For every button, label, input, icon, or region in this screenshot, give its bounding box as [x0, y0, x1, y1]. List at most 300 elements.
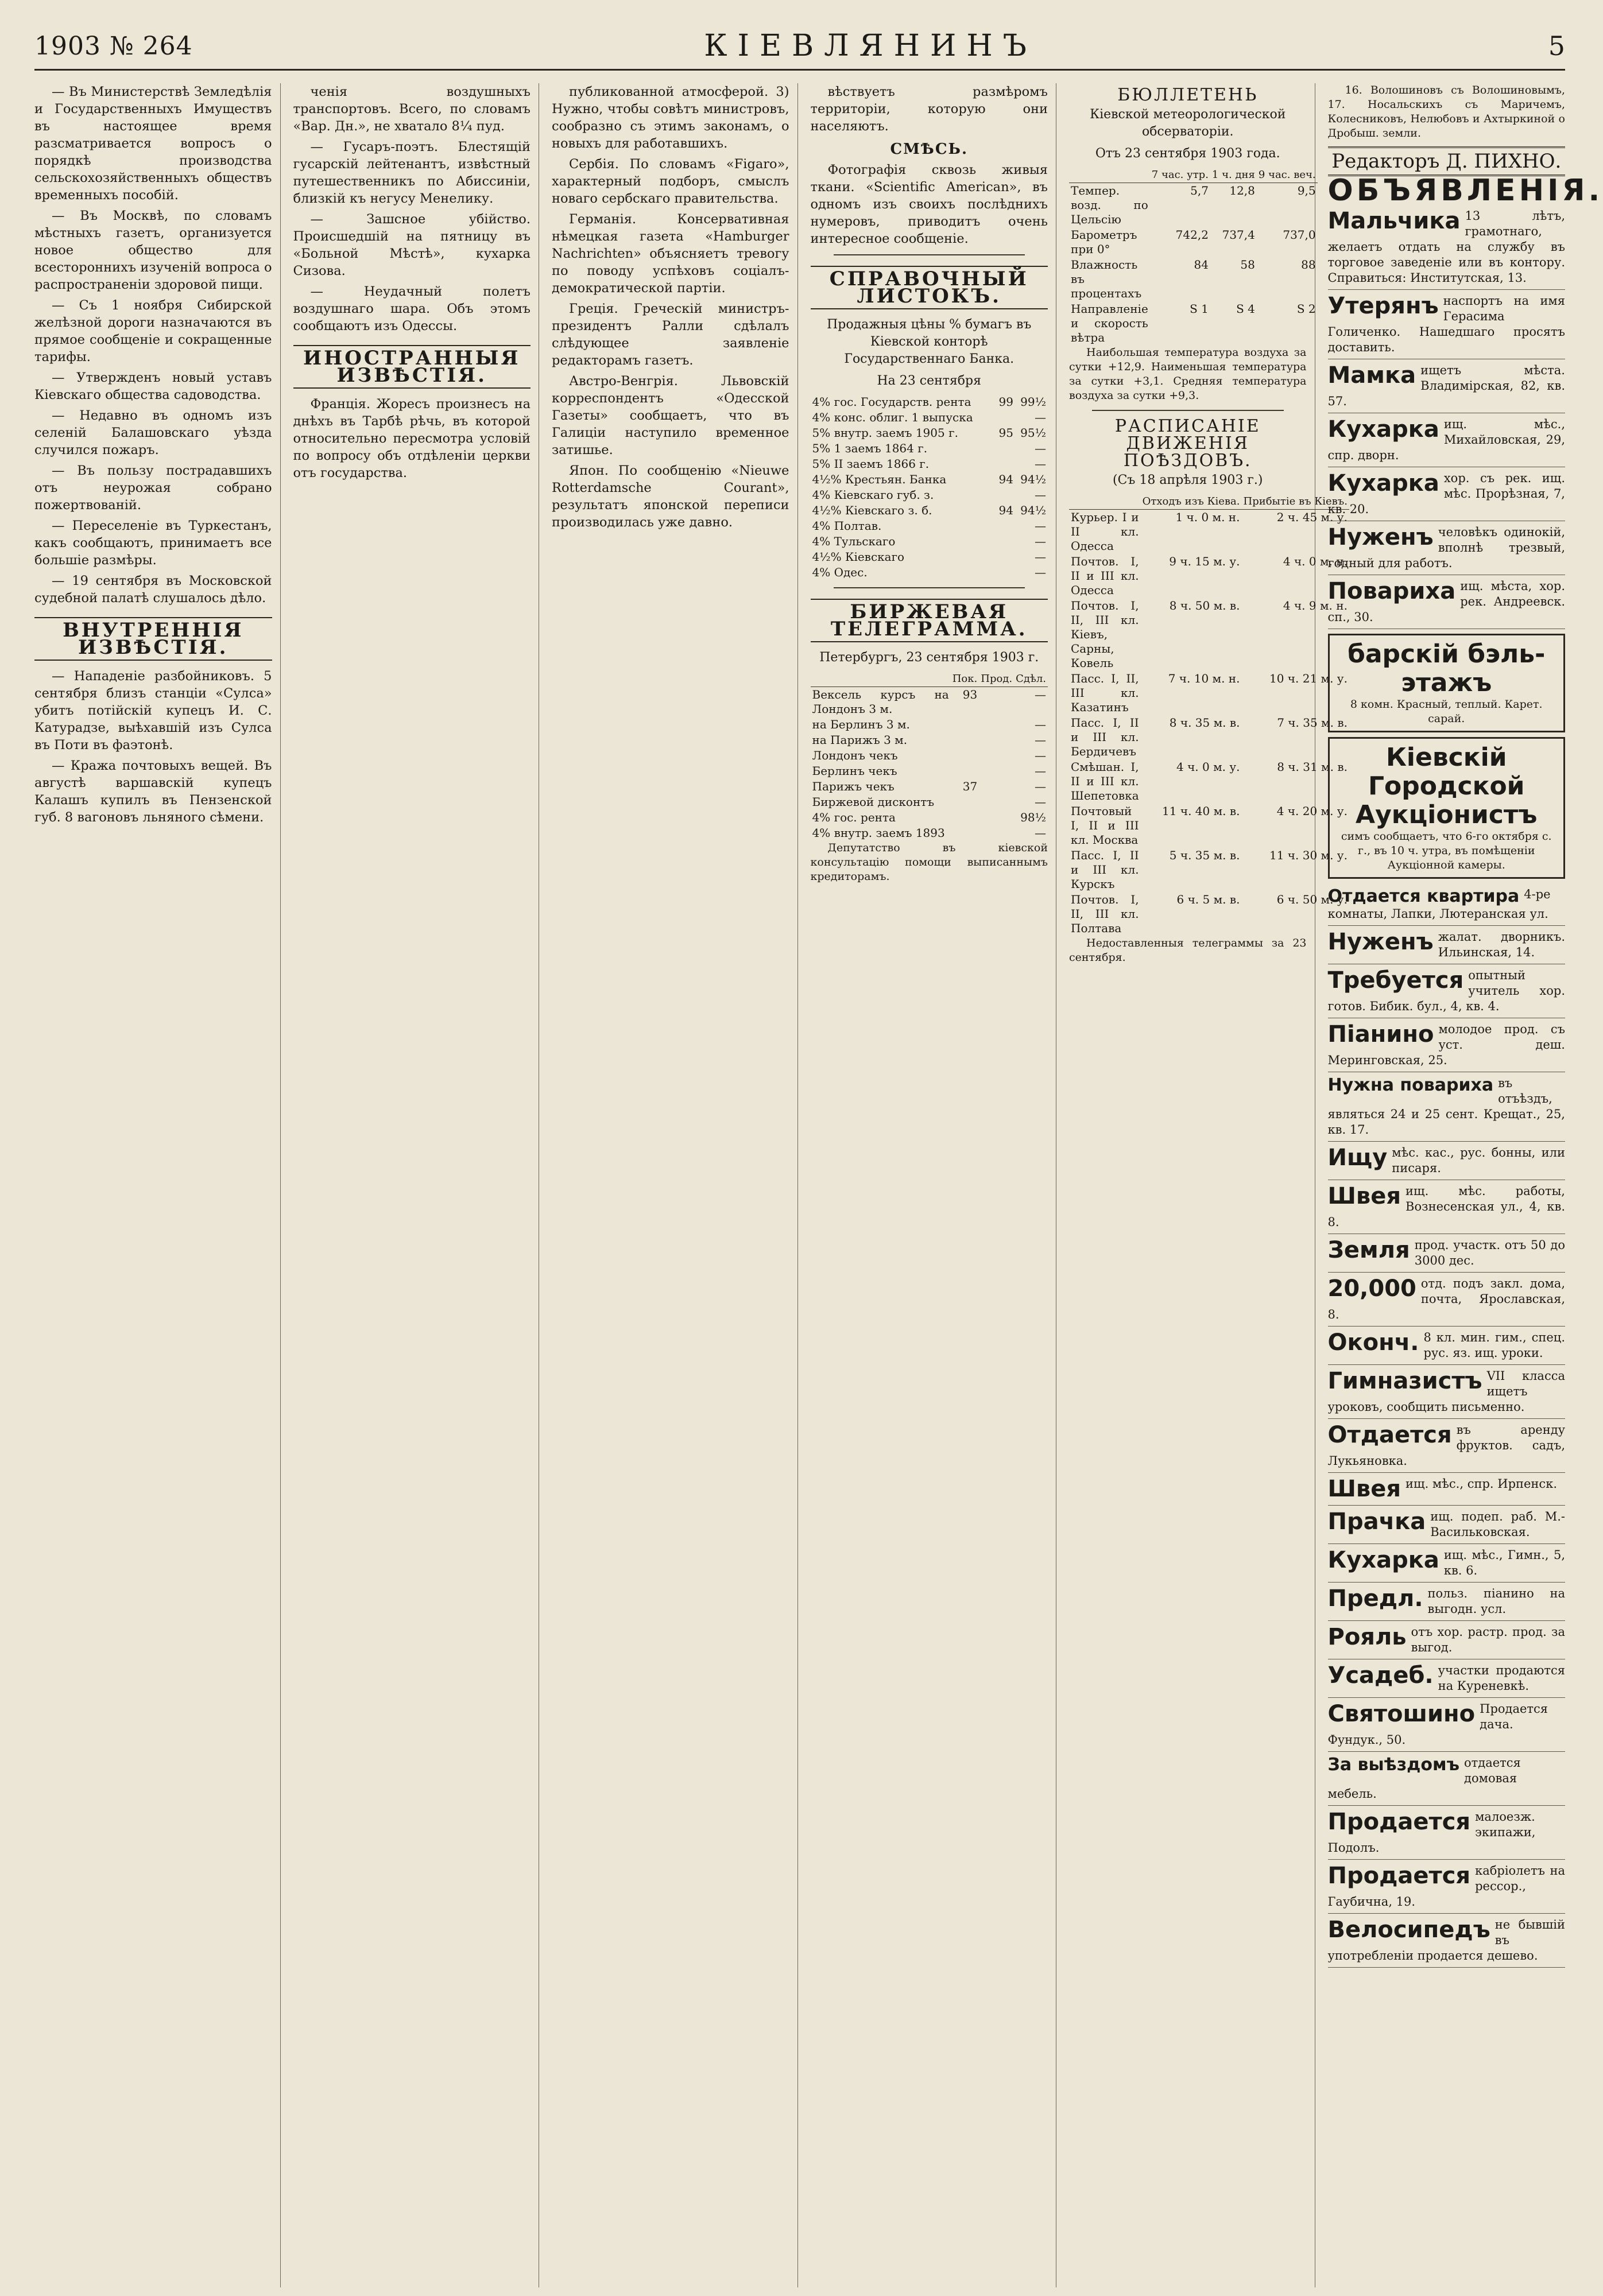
article-paragraph: Австро-Венгрія. Львовскій корреспондентъ «Одесской Газеты» сообщаетъ, что въ Галиціи наступило временное затишье.: [552, 374, 789, 457]
exchange-item: Парижъ чекъ: [812, 779, 895, 793]
ad-text: 8 кл. мин. гим., спец. рус. яз. ищ. уроки.: [1423, 1331, 1565, 1360]
classified-ad: [1328, 1583, 1566, 1621]
section-heading-misc: СМѢСЬ.: [890, 141, 969, 158]
schedule-title: РАСПИСАНІЕ ДВИЖЕНІЯ ПОѢЗДОВЪ.: [1114, 416, 1261, 471]
train-name: Пасс. I, II, III кл. Казатинъ: [1071, 672, 1139, 714]
table-row: [811, 456, 1048, 472]
weather-value: 737,0: [1283, 228, 1316, 242]
exchange-value: 37: [962, 779, 978, 793]
weather-value: 58: [1240, 258, 1255, 272]
departure-time: 7 ч. 10 м. н.: [1168, 672, 1240, 685]
ad-keyword: Ищу: [1327, 1145, 1388, 1171]
arrival-time: 6 ч. 50 м. у.: [1276, 893, 1348, 906]
exchange-item: Биржевой дисконтъ: [812, 795, 935, 809]
security-name: 4% Одес.: [812, 565, 868, 579]
table-row: [1069, 715, 1349, 759]
ad-text: польз. піанино на выгодн. усл.: [1427, 1587, 1565, 1616]
security-name: 5% 1 заемъ 1864 г.: [812, 441, 928, 455]
article-paragraph: Япон. По сообщенію «Nieuwe Rotterdamsche Courant», результатъ японской переписи производилась уже давно.: [552, 463, 789, 530]
classified-ad: [1328, 1419, 1566, 1473]
weather-value: S 4: [1236, 302, 1255, 316]
divider: [834, 587, 1025, 588]
weather-value: S 1: [1190, 302, 1209, 316]
table-header-row: [811, 671, 1048, 687]
exchange-value: [951, 825, 979, 841]
ad-text: участки продаются на Куреневкѣ.: [1438, 1663, 1565, 1693]
departure-time: 5 ч. 35 м. в.: [1169, 848, 1240, 862]
table-row: [1069, 227, 1318, 257]
arrival-time: 11 ч. 30 м. у.: [1269, 848, 1348, 862]
exchange-item: Вексель курсъ на Лондонъ 3 м.: [812, 688, 949, 716]
classified-ad: [1328, 883, 1566, 926]
table-row: [811, 518, 1048, 534]
ad-keyword: Гимназистъ: [1327, 1368, 1482, 1394]
exchange-value: 93: [962, 688, 978, 701]
table-row: [1069, 892, 1349, 936]
table-row: [1069, 554, 1349, 598]
ad-text: въ аренду фруктов. садъ, Лукьяновка.: [1327, 1423, 1565, 1468]
security-price: [995, 487, 1015, 503]
section-heading-foreign: ИНОСТРАННЫЯ ИЗВѢСТІЯ.: [293, 345, 531, 389]
train-name: Почтовый I, II и III кл. Москва: [1071, 804, 1139, 847]
arrival-time: 4 ч. 0 м. н.: [1283, 554, 1348, 568]
reference-subtitle: Продажныя цѣны % бумагъ въ Кіевской конторѣ Государственнаго Банка.: [827, 317, 1032, 366]
column-5: [1069, 83, 1348, 2287]
divider: [834, 254, 1025, 255]
article-paragraph: — Зашсное убійство. Происшедшій на пятницу въ «Больной Мѣстѣ», кухарка Сизова.: [293, 212, 531, 278]
ad-keyword: За выѣздомъ: [1327, 1755, 1460, 1775]
exchange-subtitle: Петербургъ, 23 сентября 1903 г.: [819, 650, 1039, 665]
bulletin-title: БЮЛЛЕТЕНЬ: [1117, 85, 1259, 105]
ad-text: въ отъѣздъ, являться 24 и 25 сент. Крещат., 25, кв. 17.: [1327, 1076, 1565, 1137]
exchange-value: —: [1035, 733, 1046, 747]
classified-ad: [1328, 926, 1566, 964]
article-paragraph: — Нападеніе разбойниковъ. 5 сентября близъ станціи «Сулса» убитъ потійскій купецъ И. С. Катурадзе, выѣхавшій изъ Сулса въ Поти въ фаэтонѣ.: [34, 669, 272, 753]
ad-keyword: Швея: [1327, 1476, 1401, 1502]
ad-text: ищ. мѣс. работы, Вознесенская ул., 4, кв. 8.: [1327, 1184, 1565, 1229]
security-name: 4% гос. Государств. рента: [812, 395, 971, 409]
security-price: [995, 518, 1015, 534]
arrival-time: 7 ч. 35 м. в.: [1277, 716, 1348, 730]
table-row: [811, 810, 1048, 825]
departure-time: 8 ч. 35 м. в.: [1169, 716, 1240, 730]
ad-keyword: Усадеб.: [1327, 1662, 1434, 1689]
exchange-value: [951, 763, 979, 779]
table-row: [1069, 301, 1318, 346]
security-name: 4½% Крестьян. Банка: [812, 472, 947, 486]
column-6: [1327, 83, 1603, 2287]
ad-keyword: Земля: [1327, 1237, 1410, 1263]
ad-box-auction: [1328, 737, 1566, 879]
ad-keyword: Святошино: [1327, 1701, 1476, 1727]
table-row: [811, 779, 1048, 794]
classified-ad: [1328, 1698, 1566, 1752]
exchange-value: [951, 794, 979, 810]
exchange-value: [979, 717, 1014, 732]
exchange-value: [979, 825, 1014, 841]
ads-title: ОБЪЯВЛЕНІЯ.: [1327, 173, 1603, 208]
exchange-item: на Парижъ 3 м.: [812, 733, 908, 747]
security-price: [995, 456, 1015, 472]
auction-text: симъ сообщаетъ, что 6-го октября с. г., въ 10 ч. утра, въ помѣщеніи Аукціонной камеры.: [1341, 830, 1552, 871]
ad-text: 13 лѣтъ, грамотнаго, желаетъ отдать на службу въ торговое заведеніе или въ контору. Справиться: Институтская, 13.: [1327, 209, 1565, 285]
exchange-item: Лондонъ чекъ: [812, 748, 898, 762]
section-heading-exchange: БИРЖЕВАЯ ТЕЛЕГРАММА.: [811, 599, 1048, 642]
column-2: [293, 83, 540, 2287]
exchange-value: —: [1035, 688, 1046, 701]
securities-table: [811, 394, 1048, 580]
article-paragraph: публикованной атмосферой. 3) Нужно, чтобы совѣтъ министровъ, сообразно съ этимъ законамъ, о новыхъ для работавшихъ.: [552, 84, 789, 151]
exchange-value: —: [1035, 718, 1046, 731]
header-cell: Отходъ изъ Кіева.: [1141, 494, 1242, 510]
security-price: [995, 410, 1015, 425]
security-price: 94½: [1020, 503, 1046, 517]
table-header-row: [1069, 494, 1349, 510]
security-price: 99½: [1020, 395, 1046, 409]
exchange-value: —: [1035, 795, 1046, 809]
auction-title: Кіевскій Городской Аукціонистъ: [1356, 743, 1538, 829]
train-name: Почтов. I, II и III кл. Одесса: [1071, 554, 1139, 597]
ad-keyword: Рояль: [1327, 1624, 1407, 1650]
departure-time: 9 ч. 15 м. у.: [1169, 554, 1240, 568]
editor-line: Редакторъ Д. ПИХНО.: [1328, 146, 1566, 176]
table-row: [811, 487, 1048, 503]
header-cell: 9 час. веч.: [1257, 167, 1318, 183]
ad-text: отъ хор. растр. прод. за выгод.: [1411, 1625, 1565, 1654]
security-price: [995, 441, 1015, 456]
ad-text: отдается домовая мебель.: [1327, 1756, 1521, 1801]
ad-keyword: Требуется: [1327, 967, 1464, 994]
weather-item: Темпер. возд. по Цельсію: [1071, 184, 1148, 226]
ad-keyword: Нужна повариха: [1327, 1075, 1494, 1095]
exchange-value: [951, 732, 979, 748]
ad-keyword: Кухарка: [1327, 416, 1439, 443]
ad-keyword: Оконч.: [1327, 1329, 1419, 1356]
ads-list: [1328, 205, 1566, 629]
classified-ad: [1328, 1365, 1566, 1419]
table-row: [811, 717, 1048, 732]
exchange-table: [811, 671, 1048, 841]
exchange-item: на Берлинъ 3 м.: [812, 718, 910, 731]
security-price: 94: [998, 472, 1013, 486]
article-paragraph: — Гусаръ-поэтъ. Блестящій гусарскій лейтенантъ, извѣстный путешественникъ по Абиссиніи, близкій къ негусу Менелику.: [293, 139, 531, 206]
page-number: 5: [1548, 30, 1565, 61]
ad-text: ищ. подеп. раб. М.-Васильковская.: [1430, 1510, 1565, 1539]
exchange-item: Берлинъ чекъ: [812, 764, 897, 778]
ad-text: человѣкъ одинокій, вполнѣ трезвый, годный для работъ.: [1327, 525, 1565, 570]
exchange-value: —: [1035, 826, 1046, 840]
article-paragraph: — Недавно въ одномъ изъ селеній Балашовскаго уѣзда случился пожаръ.: [34, 408, 272, 457]
weather-value: S 2: [1296, 302, 1316, 316]
exchange-value: [951, 748, 979, 763]
security-price: —: [1035, 441, 1046, 455]
ad-keyword: Предл.: [1327, 1585, 1423, 1612]
classified-ad: [1328, 521, 1566, 575]
table-row: [1069, 257, 1318, 301]
exchange-value: [979, 732, 1014, 748]
ad-keyword: Мамка: [1327, 362, 1416, 389]
ad-keyword: Кухарка: [1327, 1547, 1439, 1573]
classified-ad: [1328, 1860, 1566, 1914]
ad-text: VII класса ищетъ уроковъ, сообщить письменно.: [1327, 1369, 1565, 1414]
ad-text: жалат. дворникъ. Ильинская, 14.: [1438, 930, 1565, 959]
security-name: 4½% Кіевскаго: [812, 550, 905, 564]
ad-keyword: Прачка: [1327, 1508, 1426, 1535]
article-paragraph: — Съ 1 ноября Сибирской желѣзной дороги назначаются въ прямое сообщеніе и сокращенные тарифы.: [34, 298, 272, 364]
security-name: 5% II заемъ 1866 г.: [812, 457, 930, 471]
article-paragraph: Франція. Жоресъ произнесъ на днѣхъ въ Тарбѣ рѣчь, въ которой относительно пересмотра условій по вопросу объ отдѣленіи церкви отъ государства.: [293, 397, 531, 480]
classified-ad: [1328, 575, 1566, 629]
article-paragraph: — Неудачный полетъ воздушнаго шара. Объ этомъ сообщаютъ изъ Одессы.: [293, 284, 531, 333]
classified-ad: [1328, 1273, 1566, 1327]
table-row: [811, 794, 1048, 810]
security-price: —: [1035, 550, 1046, 564]
table-row: [811, 763, 1048, 779]
divider: [1092, 410, 1284, 411]
security-price: [995, 534, 1015, 549]
ad-keyword: Продается: [1327, 1809, 1471, 1835]
ad-text: ищ. мѣста, хор. рек. Андреевск. сп., 30.: [1327, 579, 1565, 624]
ad-text: опытный учитель хор. готов. Бибик. бул., 4, кв. 4.: [1327, 968, 1565, 1013]
security-price: 95½: [1020, 426, 1046, 440]
table-row: [811, 441, 1048, 456]
ad-text: наспортъ на имя Герасима Голиченко. Нашедшаго просятъ доставить.: [1327, 294, 1565, 354]
ad-text: ищетъ мѣста. Владимірская, 82, кв. 57.: [1327, 363, 1565, 408]
train-name: Смѣшан. I, II и III кл. Шепетовка: [1071, 760, 1139, 802]
table-row: [811, 394, 1048, 410]
departure-time: 6 ч. 5 м. в.: [1176, 893, 1240, 906]
table-row: [1069, 510, 1349, 554]
article-paragraph: Греція. Греческій министръ-президентъ Ралли сдѣлалъ слѣдующее заявленіе редакторамъ газетъ.: [552, 301, 789, 368]
security-name: 4% конс. облиг. 1 выпуска: [812, 410, 973, 424]
header-cell: Сдѣл.: [1014, 671, 1048, 687]
ad-text: малоезж. экипажи, Подолъ.: [1327, 1810, 1536, 1855]
columns: [34, 83, 1603, 2287]
departure-time: 1 ч. 0 м. н.: [1175, 510, 1240, 524]
column-1: [34, 83, 281, 2287]
ad-text: ищ. мѣс., спр. Ирпенск.: [1405, 1477, 1557, 1491]
classified-ad: [1328, 290, 1566, 359]
exchange-value: [979, 779, 1014, 794]
section-heading-reference: СПРАВОЧНЫЙ ЛИСТОКЪ.: [811, 266, 1048, 309]
classified-ad: [1328, 1752, 1566, 1806]
ad-keyword: Велосипедъ: [1327, 1917, 1490, 1943]
article-paragraph: вѣствуетъ размѣромъ территоріи, которую они населяютъ.: [810, 84, 1048, 134]
table-row: [811, 472, 1048, 487]
exchange-value: [951, 810, 979, 825]
ad-text: кабріолетъ на рессор., Гаубична, 19.: [1327, 1864, 1565, 1909]
exchange-value: [979, 748, 1014, 763]
security-price: —: [1035, 488, 1046, 502]
security-price: —: [1035, 457, 1046, 471]
table-row: [1069, 759, 1349, 804]
classified-ad: [1328, 1018, 1566, 1072]
ad-keyword: 20,000: [1327, 1275, 1416, 1302]
weather-item: Влажность въ процентахъ: [1071, 258, 1142, 300]
ad-text: не бывшій въ употребленіи продается дешево.: [1327, 1918, 1565, 1963]
table-row: [811, 825, 1048, 841]
weather-value: 9,5: [1297, 184, 1316, 197]
security-name: 4% Кіевскаго губ. з.: [812, 488, 934, 502]
classified-ad: [1328, 1914, 1566, 1968]
classified-ad: [1328, 467, 1566, 521]
table-row: [811, 534, 1048, 549]
weather-value: 737,4: [1222, 228, 1255, 242]
table-row: [1069, 804, 1349, 848]
ad-keyword: Отдается: [1327, 1422, 1452, 1448]
table-row: [811, 549, 1048, 565]
classified-ad: [1328, 413, 1566, 467]
ad-text: ищ. мѣс., Гимн., 5, кв. 6.: [1443, 1548, 1565, 1577]
ad-keyword: Утерянъ: [1327, 293, 1439, 319]
table-row: [811, 503, 1048, 518]
ad-text: ищ. мѣс., Михайловская, 29, спр. дворн.: [1327, 417, 1565, 462]
header-cell: Прод.: [979, 671, 1014, 687]
security-price: 99: [998, 395, 1013, 409]
train-name: Почтов. I, II, III кл. Полтава: [1071, 893, 1139, 935]
header-cell: Прибытіе въ Кіевъ.: [1242, 494, 1349, 510]
column-3: [552, 83, 798, 2287]
bulletin-date: Отъ 23 сентября 1903 года.: [1095, 146, 1280, 161]
table-row: [1069, 183, 1318, 228]
issue-number: 1903 № 264: [34, 31, 193, 61]
security-price: 94: [998, 503, 1013, 517]
ad-box-title: барскій бэль-этажъ: [1348, 639, 1546, 697]
exchange-value: —: [1035, 779, 1046, 793]
table-row: [811, 748, 1048, 763]
train-schedule-table: [1069, 494, 1349, 936]
classified-ad: [1328, 1544, 1566, 1583]
schedule-subtitle: (Съ 18 апрѣля 1903 г.): [1113, 473, 1263, 487]
classified-ad: [1328, 205, 1566, 290]
train-name: Пасс. I, II и III кл. Курскъ: [1071, 848, 1139, 891]
ad-text: отд. подъ закл. дома, почта, Ярославская, 8.: [1327, 1277, 1565, 1321]
table-header-row: [1069, 167, 1318, 183]
article-paragraph: Фотографія сквозь живыя ткани. «Scientific American», въ одномъ изъ своихъ послѣднихъ нумеровъ, приводитъ очень интересное сообщеніе.: [810, 162, 1048, 246]
classified-ad: [1328, 1806, 1566, 1860]
arrival-time: 4 ч. 9 м. н.: [1283, 599, 1348, 612]
ad-keyword: Піанино: [1327, 1021, 1434, 1048]
security-price: 94½: [1020, 472, 1046, 486]
security-name: 4½% Кіевскаго з. б.: [812, 503, 932, 517]
classified-ad: [1328, 1142, 1566, 1180]
security-name: 4% Полтав.: [812, 519, 882, 533]
weather-value: 12,8: [1229, 184, 1255, 197]
security-price: 95: [998, 426, 1013, 440]
weather-value: 742,2: [1175, 228, 1209, 242]
exchange-value: —: [1035, 748, 1046, 762]
exchange-value: [979, 763, 1014, 779]
header-cell: [811, 671, 951, 687]
ad-text: Продается дача. Фундук., 50.: [1327, 1702, 1548, 1747]
table-row: [811, 565, 1048, 580]
security-name: 4% Тульскаго: [812, 534, 896, 548]
classified-ad: [1328, 1072, 1566, 1142]
security-price: —: [1035, 410, 1046, 424]
article-paragraph: ченія воздушныхъ транспортовъ. Всего, по словамъ «Вар. Дн.», не хватало 8¼ пуд.: [293, 84, 531, 134]
ad-box-apartment: [1328, 634, 1566, 732]
header-cell: [1069, 167, 1150, 183]
arrival-time: 2 ч. 45 м. у.: [1276, 510, 1348, 524]
security-price: [995, 565, 1015, 580]
departure-time: 11 ч. 40 м. в.: [1162, 804, 1240, 818]
table-row: [811, 687, 1048, 718]
masthead: [34, 23, 1565, 71]
ad-keyword: Швея: [1327, 1183, 1401, 1209]
court-list: 16. Волошиновъ съ Волошиновымъ, 17. Носальскихъ съ Маричемъ, Колесниковъ, Нелюбовъ и Ахтыркиной о Дробыш. земли.: [1327, 84, 1565, 139]
weather-value: 84: [1194, 258, 1209, 272]
article-paragraph: — Въ пользу пострадавшихъ отъ неурожая собрано пожертвованій.: [34, 463, 272, 513]
classified-ad: [1328, 1327, 1566, 1365]
newspaper-title: КІЕВЛЯНИНЪ: [704, 29, 1037, 63]
article-paragraph: — 19 сентября въ Московской судебной палатѣ слушалось дѣло.: [34, 573, 272, 606]
ad-text: 4-ре комнаты, Лапки, Лютеранская ул.: [1327, 887, 1551, 921]
article-paragraph: — Кража почтовыхъ вещей. Въ августѣ варшавскій купецъ Калашъ купилъ въ Пензенской губ. 8 вагоновъ льняного сѣмени.: [34, 758, 272, 825]
bulletin-text: Наибольшая температура воздуха за сутки +12,9. Наименьшая температура за сутки +3,1. Средняя температура воздуха за сутки +9,3.: [1069, 346, 1307, 402]
security-name: 5% внутр. заемъ 1905 г.: [812, 426, 958, 440]
bulletin-subtitle: Кіевской метеорологической обсерваторіи.: [1090, 107, 1286, 139]
table-row: [811, 732, 1048, 748]
ad-box-text: 8 комн. Красный, теплый. Карет. сарай.: [1350, 698, 1543, 725]
table-row: [1069, 598, 1349, 671]
security-price: —: [1035, 519, 1046, 533]
departure-time: 8 ч. 50 м. в.: [1169, 599, 1240, 612]
article-paragraph: Сербія. По словамъ «Figaro», характерный подборъ, смыслъ новаго сербскаго правительства.: [552, 157, 789, 206]
section-heading-domestic: ВНУТРЕННІЯ ИЗВѢСТІЯ.: [34, 617, 272, 661]
ad-text: хор. съ рек. ищ. мѣс. Прорѣзная, 7, кв. 20.: [1327, 471, 1565, 516]
ad-keyword: Отдается квартира: [1327, 886, 1520, 906]
exchange-value: [951, 717, 979, 732]
ad-text: мѣс. кас., рус. бонны, или писаря.: [1392, 1146, 1565, 1175]
article-paragraph: — Переселеніе въ Туркестанъ, какъ сообщаютъ, принимаетъ все большіе размѣры.: [34, 518, 272, 568]
exchange-item: 4% гос. рента: [812, 810, 896, 824]
classified-ad: [1328, 1473, 1566, 1506]
ads-list: [1328, 883, 1566, 1968]
ad-text: прод. участк. отъ 50 до 3000 дес.: [1414, 1238, 1565, 1267]
ad-keyword: Нуженъ: [1327, 929, 1434, 955]
ad-keyword: Кухарка: [1327, 470, 1439, 497]
table-row: [1069, 671, 1349, 715]
exchange-value: 98½: [1020, 810, 1046, 824]
header-cell: Пок.: [951, 671, 979, 687]
header-cell: [1069, 494, 1141, 510]
classified-ad: [1328, 1621, 1566, 1659]
train-name: Курьер. I и II кл. Одесса: [1071, 510, 1139, 553]
article-paragraph: — Въ Москвѣ, по словамъ мѣстныхъ газетъ, организуется новое общество для всестороннихъ изученій вопроса о распространеніи здоровой пищи.: [34, 208, 272, 292]
footer-note: Депутатство въ кіевской консультацію помощи выписаннымъ кредиторамъ.: [810, 841, 1048, 883]
classified-ad: [1328, 1659, 1566, 1698]
header-cell: 7 час. утр.: [1150, 167, 1210, 183]
classified-ad: [1328, 964, 1566, 1018]
ad-keyword: Повариха: [1327, 578, 1456, 604]
security-price: —: [1035, 534, 1046, 548]
article-paragraph: — Въ Министерствѣ Земледѣлія и Государственныхъ Имуществъ въ настоящее время разсматривается вопросъ о порядкѣ производства сельскохозяйственныхъ обществъ временныхъ пособій.: [34, 84, 272, 203]
classified-ad: [1328, 1234, 1566, 1273]
security-price: —: [1035, 565, 1046, 579]
arrival-time: 8 ч. 31 м. в.: [1277, 760, 1348, 774]
exchange-value: —: [1035, 764, 1046, 778]
arrival-time: 10 ч. 21 м. у.: [1269, 672, 1348, 685]
weather-item: Барометръ при 0°: [1071, 228, 1137, 256]
table-row: [811, 425, 1048, 441]
exchange-item: 4% внутр. заемъ 1893: [812, 826, 945, 840]
reference-date: На 23 сентября: [877, 374, 982, 388]
table-row: [1069, 848, 1349, 892]
weather-value: 5,7: [1190, 184, 1209, 197]
telegram-note: Недоставленныя телеграммы за 23 сентября.: [1069, 937, 1307, 964]
departure-time: 4 ч. 0 м. у.: [1176, 760, 1240, 774]
header-cell: 1 ч. дня: [1210, 167, 1257, 183]
